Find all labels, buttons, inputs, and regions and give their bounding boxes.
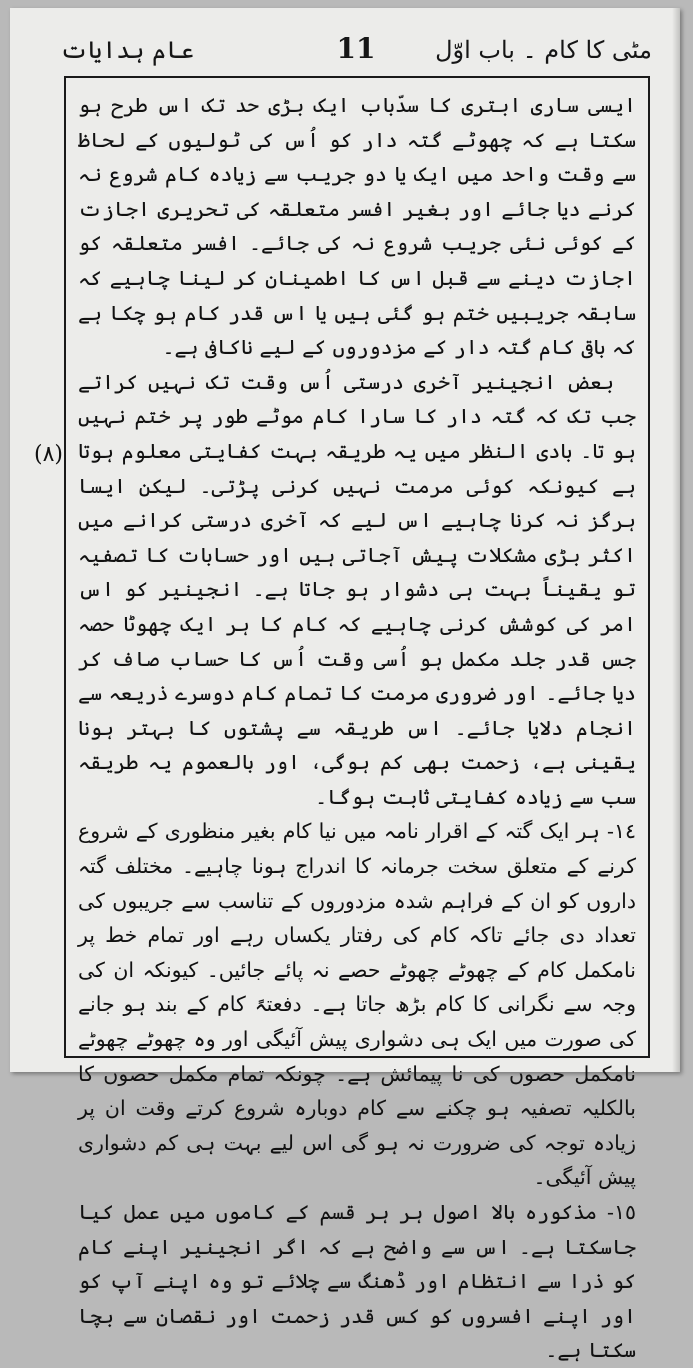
- book-page: [10, 8, 680, 1363]
- paragraph: ١٤- ہر ایک گتہ کے اقرار نامہ میں نیا کام بغیر منظوری کے شروع کرنے کے متعلق سخت جرمانہ کا اندراج ہونا چاہیے۔ مختلف گتہ داروں کو ان کے فراہم شدہ مزدوروں کے تناسب سے جریبوں کی تعداد دی جائے تاکہ کام کی رفتار یکساں رہے اور تمام خط پر نامکمل کام کے چھوٹے چھوٹے حصے نہ پائے جائیں۔ کیونکہ ان کی وجہ سے نگرانی کا کام بڑھ جاتا ہے۔ دفعتہً کام کے بند ہو جانے کی صورت میں ایک ہی دشواری پیش آئیگی اور وہ چھوٹے چھوٹے نامکمل حصوں کی نا پیمائش ہے۔ چونکہ تمام مکمل حصوں کا بالکلیہ تصفیہ ہو چکنے سے کام دوبارہ شروع کرتے وقت ان پر زیادہ توجہ کی ضرورت نہ ہو گی اس لیے بہت ہی کم دشواری پیش آئیگی۔: [78, 819, 636, 1190]
- page-shadow: [672, 8, 680, 1072]
- body-text: [78, 88, 636, 1363]
- page-header: [60, 30, 652, 74]
- running-title: مٹی کا کام ۔ باب اوّل: [435, 36, 652, 64]
- text-frame: [64, 76, 650, 1363]
- margin-note: (٨): [34, 442, 64, 467]
- paragraph: بعض انجینیر آخری درستی اُس وقت تک نہیں کراتے جب تک کہ گتہ دار کا سارا کام موٹے طور پر ختم نہیں ہو تا۔ بادی النظر میں یہ طریقہ بہت کفایتی معلوم ہوتا ہے کیونکہ کوئی مرمت نہیں کرنی پڑتی۔ لیکن ایسا ہرگز نہ کرنا چاہیے اس لیے کہ آخری درستی کرانے میں اکثر بڑی مشکلات پیش آجاتی ہیں اور حسابات کا تصفیہ تو یقیناً بہت ہی دشوار ہو جاتا ہے۔ انجینیر کو اس امر کی کوشش کرنی چاہیے کہ کام کا ہر ایک چھوٹا حصہ جس قدر جلد مکمل ہو اُسی وقت اُس کا حساب صاف کر دیا جائے۔ اور ضروری مرمت کا تمام کام دوسرے ذریعہ سے انجام دلایا جائے۔ اس طریقہ سے پشتوں کا بہتر ہونا یقینی ہے، زحمت بھی کم ہوگی، اور بالعموم یہ طریقہ سب سے زیادہ کفایتی ثابت ہوگا۔: [78, 369, 636, 809]
- paragraph: ایسی ساری ابتری کا سدّباب ایک بڑی حد تک اس طرح ہو سکتا ہے کہ چھوٹے گتہ دار کو اُس کی ٹولیوں کے لحاظ سے وقت واحد میں ایک یا دو جریب سے زیادہ کام شروع نہ کرنے دیا جائے اور بغیر افسر متعلقہ کی تحریری اجازت کے کوئی نئی جریب شروع نہ کی جائے۔ افسر متعلقہ کو اجازت دینے سے قبل اس کا اطمینان کر لینا چاہیے کہ سابقہ جریبیں ختم ہو گئی ہیں یا اس قدر کام ہو چکا ہے کہ باقی کام گتہ دار کے مزدوروں کے لیے ناکافی ہے۔: [78, 93, 636, 360]
- section-title: عام ہدایات: [60, 36, 195, 64]
- paragraph: ١٥- مذکورہ بالا اصول ہر ہر قسم کے کاموں میں عمل کیا جاسکتا ہے۔ اس سے واضح ہے کہ اگر انجینیر اپنے کام کو ذرا سے انتظام اور ڈھنگ سے چلائے تو وہ اپنے آپ کو اور اپنے افسروں کو کس قدر زحمت اور نقصان سے بچا سکتا ہے۔: [78, 1200, 636, 1363]
- page-number: 11: [336, 32, 376, 65]
